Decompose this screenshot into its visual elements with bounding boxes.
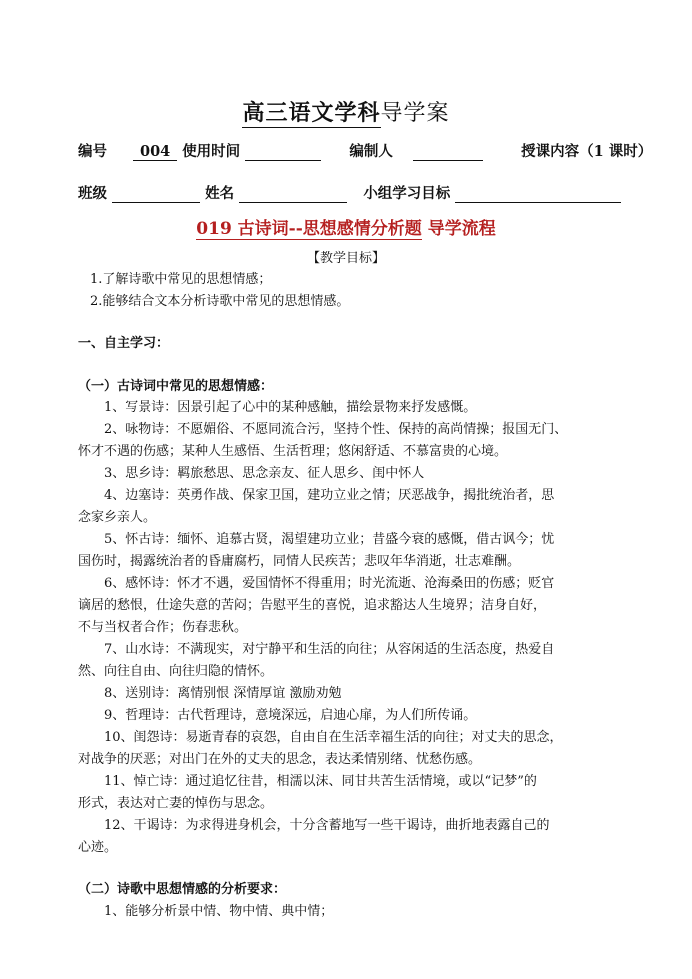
use-time-blank — [245, 144, 321, 161]
content-line: 不与当权者合作；伤春悲秋。 — [78, 620, 248, 635]
content-line: 7、山水诗：不满现实，对宁静平和生活的向往；从容闲适的生活态度，热爱自 — [104, 642, 555, 657]
content-line: 2、咏物诗：不愿媚俗、不愿同流合污，坚持个性、保持的高尚情操；报国无门、 — [104, 422, 568, 437]
content-line: 12、干谒诗：为求得进身机会，十分含蓄地写一些干谒诗，曲折地表露自己的 — [104, 818, 550, 833]
content-line: 6、感怀诗：怀才不遇，爱国情怀不得重用；时光流逝、沧海桑田的伤感；贬官 — [104, 576, 555, 591]
content-label: 授课内容（1 课时） — [521, 143, 653, 160]
content-line: 怀才不遇的伤感；某种人生感悟、生活哲理；悠闲舒适、不慕富贵的心境。 — [78, 444, 508, 459]
content-line: 心迹。 — [78, 840, 118, 855]
content-line: 国伤时，揭露统治者的昏庸腐朽，同情人民疾苦；悲叹年华消逝，壮志难酬。 — [78, 554, 521, 569]
content-line: 对战争的厌恶；对出门在外的丈夫的思念，表达柔情别绪、忧愁伤感。 — [78, 752, 482, 767]
section-tag: 【教学目标】 — [306, 251, 385, 266]
content-line: 3、思乡诗：羁旅愁思、思念亲友、征人思乡、闺中怀人 — [104, 466, 425, 481]
content-line: 9、哲理诗：古代哲理诗，意境深远，启迪心扉，为人们所传诵。 — [104, 708, 477, 723]
content-line: 然、向往自由、向往归隐的情怀。 — [78, 664, 274, 679]
content-line: 10、闺怨诗：易逝青春的哀怨，自由自在生活幸福生活的向往；对丈夫的思念， — [104, 730, 563, 745]
content-line: 4、边塞诗：英勇作战、保家卫国，建功立业之情；厌恶战争，揭批统治者，思 — [104, 488, 555, 503]
serial-label: 编号 — [78, 143, 107, 160]
sub2-heading: （二）诗歌中思想情感的分析要求： — [78, 882, 287, 897]
content-line: 1、写景诗：因景引起了心中的某种感触，描绘景物来抒发感慨。 — [104, 400, 477, 415]
serial-value: 004 — [133, 143, 177, 161]
content-line: 念家乡亲人。 — [78, 510, 157, 525]
objective-1: 1.了解诗歌中常见的思想情感； — [90, 272, 272, 287]
sub1-heading: （一）古诗词中常见的思想情感： — [78, 379, 274, 394]
class-label: 班级 — [78, 185, 107, 202]
name-label: 姓名 — [205, 185, 235, 202]
lesson-title-underlined: 019 古诗词--思想感情分析题 — [196, 219, 422, 239]
content-line: 8、送别诗：离情别恨 深情厚谊 激励劝勉 — [104, 686, 342, 701]
content-line: 形式，表达对亡妻的悼伤与思念。 — [78, 796, 274, 811]
doc-title — [0, 96, 692, 127]
content-line: 5、怀古诗：缅怀、追慕古贤，渴望建功立业；昔盛今衰的感慨，借古讽今；忧 — [104, 532, 555, 547]
info-row-2 — [78, 182, 621, 203]
use-time-label: 使用时间 — [182, 143, 241, 160]
lesson-title-rest: 导学流程 — [421, 219, 496, 239]
objective-2: 2.能够结合文本分析诗歌中常见的思想情感。 — [90, 294, 350, 309]
class-blank — [112, 186, 200, 203]
author-label: 编制人 — [349, 143, 393, 160]
content-line: 谪居的愁恨，仕途失意的苦闷；告慰平生的喜悦，追求豁达人生境界；洁身自好， — [78, 598, 547, 613]
content-line: 11、悼亡诗：通过追忆往昔，相濡以沫、同甘共苦生活情境，或以“记梦”的 — [104, 774, 537, 789]
lesson-title — [0, 214, 692, 239]
content-line: 1、能够分析景中情、物中情、典中情； — [104, 904, 334, 919]
part1-heading: 一、自主学习： — [78, 336, 170, 351]
doc-title-main: 高三语文学科 — [242, 100, 381, 126]
doc-title-suffix: 导学案 — [380, 101, 450, 126]
info-row-1 — [78, 140, 652, 161]
name-blank — [239, 186, 347, 203]
group-goal-label: 小组学习目标 — [363, 185, 451, 202]
group-goal-blank — [455, 186, 621, 203]
author-blank — [413, 144, 483, 161]
